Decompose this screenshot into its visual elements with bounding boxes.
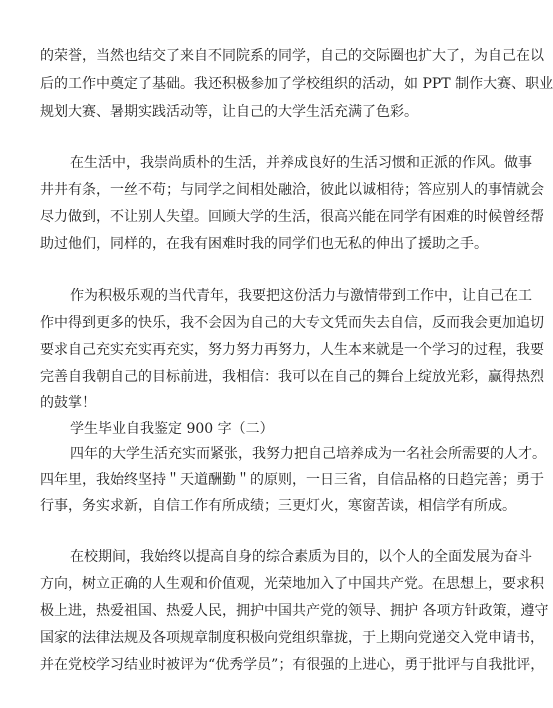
paragraph-5-line-3: 极上进，热爱祖国、热爱人民，拥护中国共产党的领导、拥护 各项方针政策，遵守: [40, 603, 549, 619]
paragraph-4-line-2: 四年里，我始终坚持＂天道酬勤＂的原则，一日三省，自信品格的日趋完善；勇于: [40, 472, 544, 488]
paragraph-4-line-1: 四年的大学生活充实而紧张，我努力把自己培养成为一名社会所需要的人才。: [70, 446, 546, 462]
paragraph-2-line-3: 尽力做到，不让别人失望。回顾大学的生活，很高兴能在同学有困难的时候曾经帮: [40, 209, 544, 225]
paragraph-3-line-3: 要求自己充实充实再充实，努力努力再努力，人生本来就是一个学习的过程，我要: [40, 342, 544, 358]
paragraph-4-line-3: 行事，务实求新，自信工作有所成绩；三更灯火，寒窗苦读，相信学有所成。: [40, 498, 516, 514]
paragraph-3-line-2: 作中得到更多的快乐，我不会因为自己的大专文凭而失去自信，反而我会更加追切: [40, 315, 544, 331]
paragraph-5-line-4: 国家的法律法规及各项规章制度积极向党组织靠拢，于上期向党递交入党申请书，: [40, 630, 544, 646]
paragraph-2-line-4: 助过他们，同样的，在我有困难时我的同学们也无私的伸出了援助之手。: [40, 236, 488, 252]
paragraph-5-line-5: 并在党校学习结业时被评为“优秀学员”；有很强的上进心，勇于批评与自我批评，: [40, 657, 545, 673]
paragraph-5-line-2: 方向，树立正确的人生观和价值观，光荣地加入了中国共产党。在思想上，要求积: [40, 576, 544, 592]
paragraph-1-line-1: 的荣誉，当然也结交了来自不同院系的同学，自己的交际圈也扩大了，为自己在以: [40, 48, 544, 64]
paragraph-3-line-1: 作为积极乐观的当代青年，我要把这份活力与激情带到工作中，让自己在工: [70, 288, 532, 304]
paragraph-2-line-2: 井井有条，一丝不苟；与同学之间相处融洽，彼此以诚相待；答应别人的事情就会: [40, 182, 544, 198]
paragraph-3-line-4: 完善自我朝自己的目标前进，我相信：我可以在自己的舞台上绽放光彩，赢得热烈: [40, 369, 544, 385]
paragraph-2-line-1: 在生活中，我崇尚质朴的生活，并养成良好的生活习惯和正派的作风。做事: [70, 155, 532, 171]
paragraph-1-line-3: 规划大赛、暑期实践活动等，让自己的大学生活充满了色彩。: [40, 104, 418, 120]
section-heading: 学生毕业自我鉴定 900 字（二）: [70, 421, 274, 437]
paragraph-3-line-5: 的鼓掌！: [40, 395, 96, 411]
paragraph-5-line-1: 在校期间，我始终以提高自身的综合素质为目的，以个人的全面发展为奋斗: [70, 549, 532, 565]
paragraph-1-line-2: 后的工作中奠定了基础。我还积极参加了学校组织的活动，如 PPT 制作大赛、职业: [40, 76, 553, 92]
